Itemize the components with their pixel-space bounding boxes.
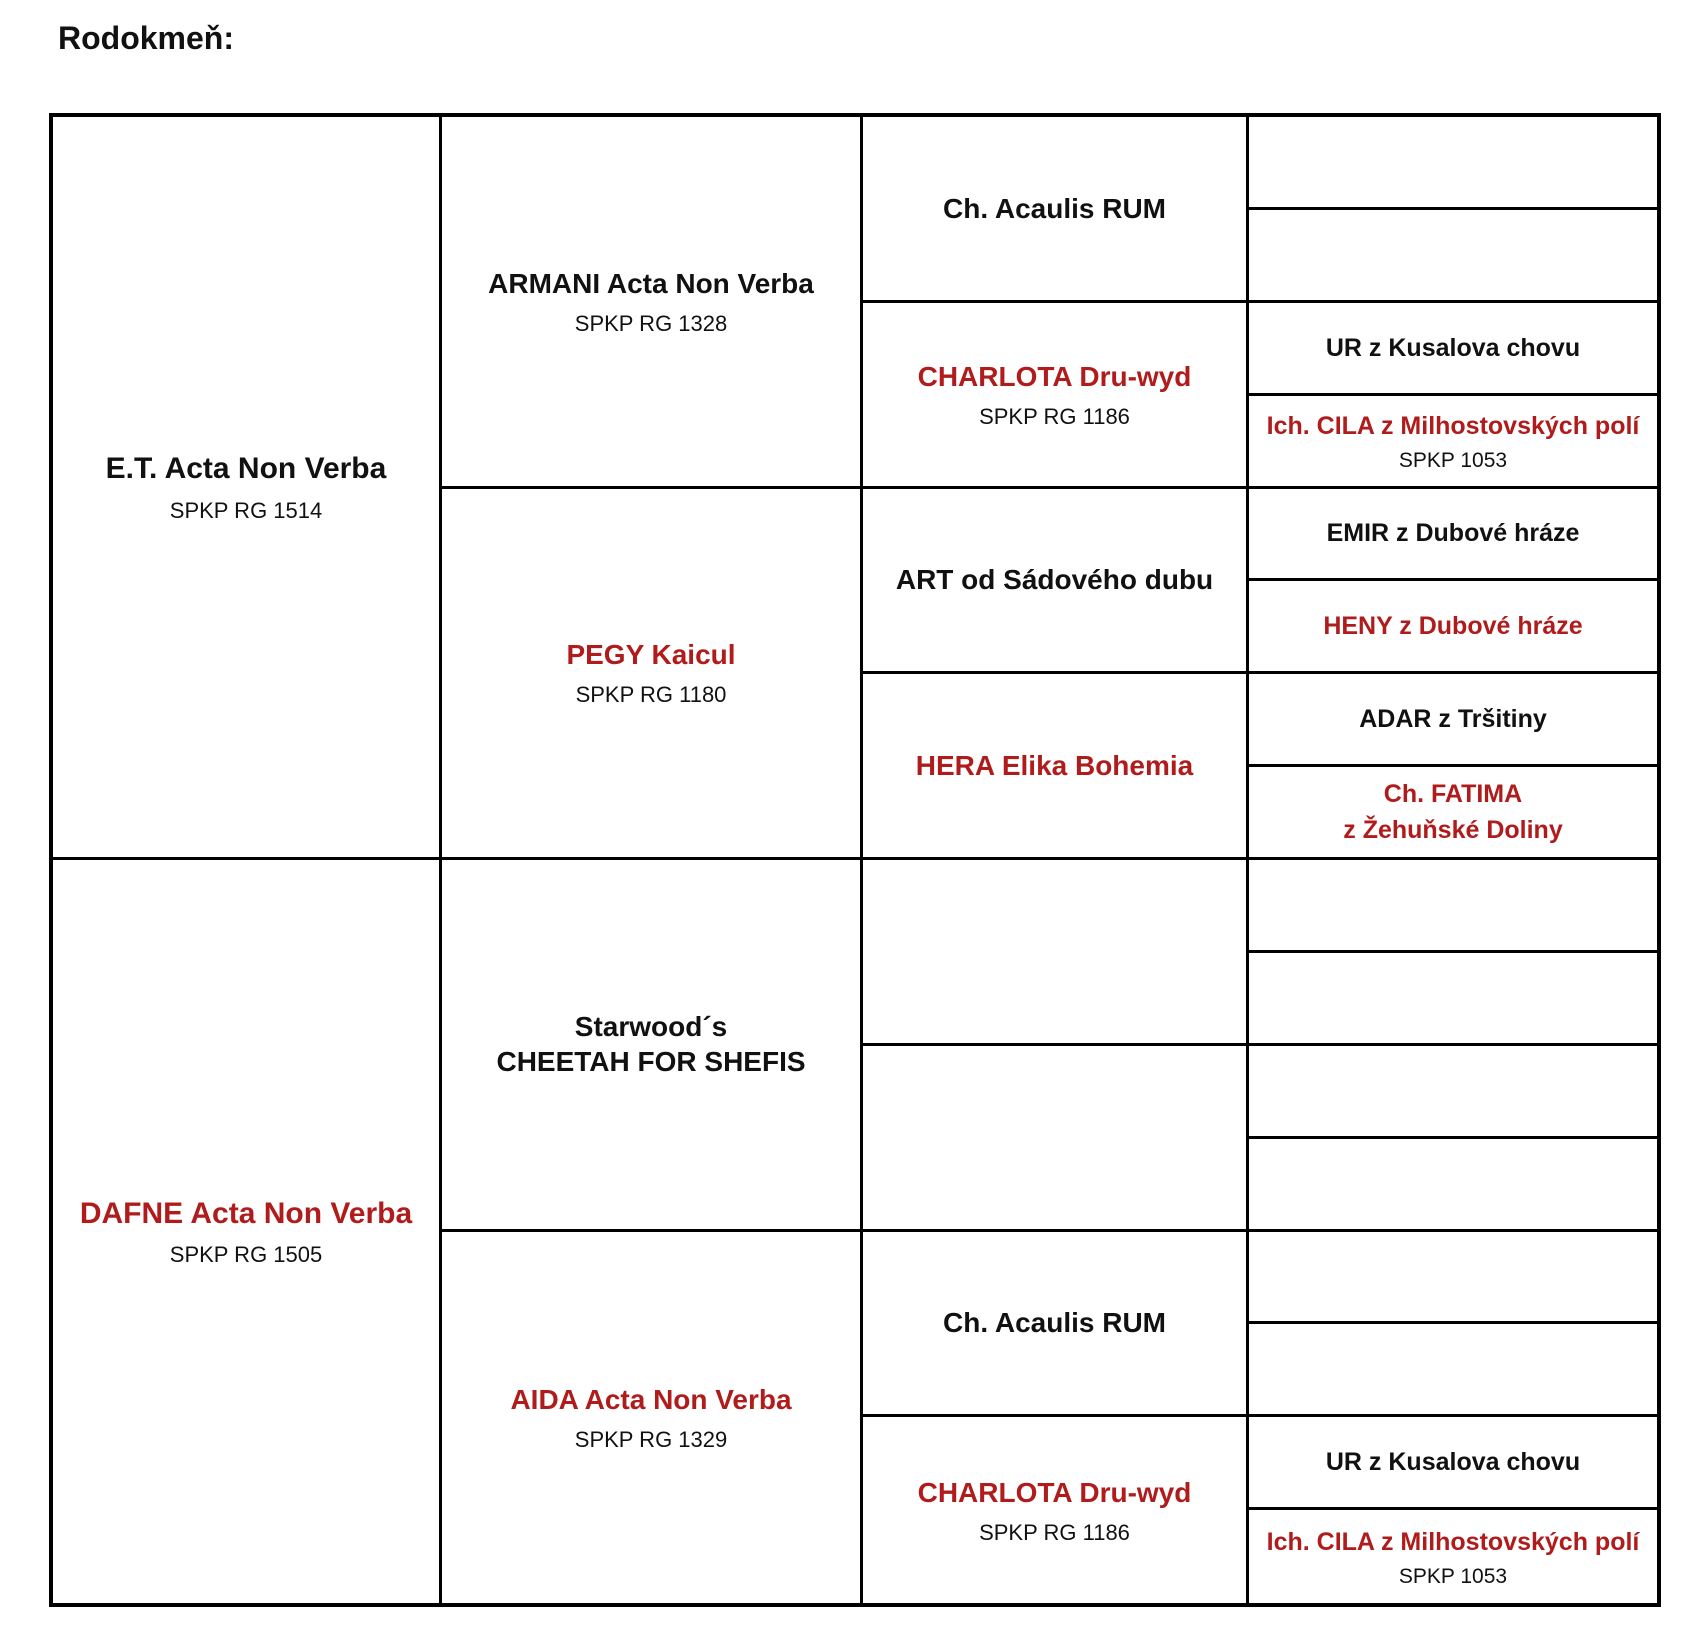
registration-number: SPKP RG 1329 <box>574 1426 728 1452</box>
pedigree-table <box>49 113 1661 1607</box>
dog-name: Ch. FATIMA z Žehuňské Doliny <box>1343 779 1563 845</box>
dog-name: Starwood´s CHEETAH FOR SHEFIS <box>496 1011 806 1078</box>
dog-name: EMIR z Dubové hráze <box>1326 519 1580 548</box>
dog-name: HENY z Dubové hráze <box>1323 612 1583 641</box>
pedigree-cell-gen3 <box>863 1046 1249 1232</box>
pedigree-cell-gen4 <box>1249 1046 1657 1139</box>
page-title: Rodokmeň: <box>58 20 234 56</box>
pedigree-cell-gen4 <box>1249 581 1657 674</box>
registration-number: SPKP RG 1186 <box>979 1519 1130 1545</box>
pedigree-cell-gen1 <box>53 117 442 860</box>
pedigree-cell-gen2 <box>442 1232 863 1604</box>
pedigree-cell-gen3 <box>863 860 1249 1046</box>
dog-name: UR z Kusalova chovu <box>1325 333 1581 362</box>
dog-name: UR z Kusalova chovu <box>1325 1448 1581 1477</box>
pedigree-cell-gen2 <box>442 117 863 489</box>
pedigree-cell-gen4 <box>1249 1324 1657 1417</box>
pedigree-cell-gen3 <box>863 674 1249 860</box>
dog-name: E.T. Acta Non Verba <box>105 452 387 486</box>
pedigree-cell-gen4 <box>1249 1510 1657 1603</box>
pedigree-cell-gen4 <box>1249 1232 1657 1325</box>
dog-name: PEGY Kaicul <box>566 639 736 671</box>
registration-number: SPKP 1053 <box>1398 1564 1508 1588</box>
registration-number: SPKP RG 1180 <box>575 682 727 708</box>
pedigree-cell-gen4 <box>1249 117 1657 210</box>
pedigree-cell-gen1 <box>53 860 442 1603</box>
dog-name: Ch. Acaulis RUM <box>943 192 1166 224</box>
dog-name: HERA Elika Bohemia <box>915 750 1194 782</box>
pedigree-cell-gen3 <box>863 489 1249 675</box>
pedigree-cell-gen4 <box>1249 767 1657 860</box>
pedigree-cell-gen4 <box>1249 303 1657 396</box>
pedigree-cell-gen3 <box>863 1232 1249 1418</box>
pedigree-cell-gen4 <box>1249 210 1657 303</box>
dog-name: ADAR z Tršitiny <box>1359 705 1547 734</box>
pedigree-cell-gen4 <box>1249 953 1657 1046</box>
registration-number: SPKP 1053 <box>1398 448 1508 472</box>
dog-name: CHARLOTA Dru-wyd <box>917 360 1192 392</box>
dog-name: AIDA Acta Non Verba <box>510 1383 792 1415</box>
pedigree-cell-gen3 <box>863 303 1249 489</box>
pedigree-cell-gen4 <box>1249 674 1657 767</box>
registration-number: SPKP RG 1186 <box>979 403 1130 429</box>
registration-number: SPKP RG 1505 <box>169 1242 323 1268</box>
dog-name: Ich. CILA z Milhostovských polí <box>1266 412 1640 441</box>
dog-name: Ich. CILA z Milhostovských polí <box>1266 1528 1640 1557</box>
dog-name: Ch. Acaulis RUM <box>943 1307 1166 1339</box>
pedigree-cell-gen4 <box>1249 396 1657 489</box>
pedigree-cell-gen2 <box>442 860 863 1232</box>
pedigree-cell-gen4 <box>1249 1139 1657 1232</box>
pedigree-cell-gen4 <box>1249 1417 1657 1510</box>
dog-name: DAFNE Acta Non Verba <box>79 1196 413 1230</box>
dog-name: CHARLOTA Dru-wyd <box>917 1476 1192 1508</box>
pedigree-cell-gen4 <box>1249 489 1657 582</box>
pedigree-cell-gen3 <box>863 1417 1249 1603</box>
registration-number: SPKP RG 1328 <box>574 310 728 336</box>
registration-number: SPKP RG 1514 <box>169 497 323 523</box>
pedigree-cell-gen4 <box>1249 860 1657 953</box>
pedigree-cell-gen3 <box>863 117 1249 303</box>
pedigree-cell-gen2 <box>442 489 863 861</box>
dog-name: ARMANI Acta Non Verba <box>488 267 814 299</box>
dog-name: ART od Sádového dubu <box>895 564 1214 596</box>
